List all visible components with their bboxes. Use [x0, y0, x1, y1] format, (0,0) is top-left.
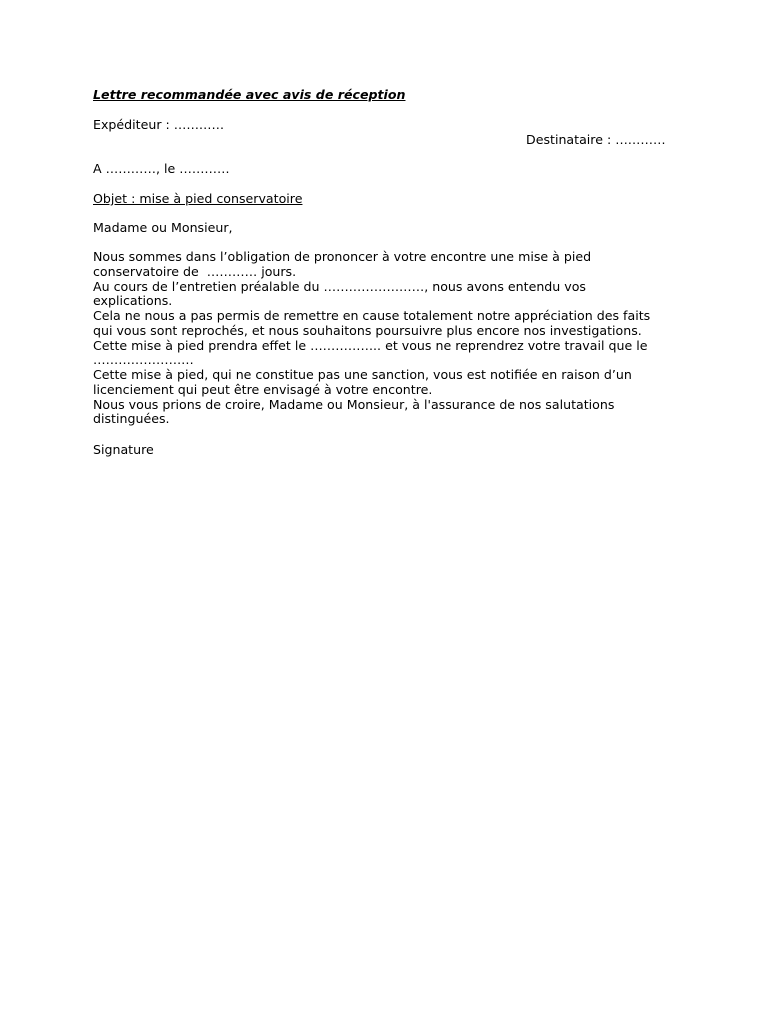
sender-line: Expéditeur : ………… — [93, 117, 225, 132]
place-date-line: A …………, le ………… — [93, 161, 230, 176]
body-line: Nous sommes dans l’obligation de prononcer à votre encontre une mise à pied — [93, 249, 592, 264]
subject-line: Objet : mise à pied conservatoire — [93, 191, 303, 206]
body-line: Nous vous prions de croire, Madame ou Monsieur, à l'assurance de nos salutations — [93, 396, 615, 412]
body-line: …………………… — [93, 352, 194, 368]
recipient-line: Destinataire : ………… — [526, 132, 666, 147]
body-line: qui vous sont reprochés, et nous souhaitons poursuivre plus encore nos investigations. — [93, 322, 642, 338]
body-line: distinguées. — [93, 411, 170, 427]
body-line: licenciement qui peut être envisagé à votre encontre. — [93, 381, 433, 397]
body-line: Cette mise à pied prendra effet le …………….. et vous ne reprendrez votre travail que le — [93, 337, 648, 353]
body-line: Au cours de l’entretien préalable du ……………………, nous avons entendu vos — [93, 278, 586, 294]
letter-title: Lettre recommandée avec avis de réception — [93, 87, 406, 102]
salutation: Madame ou Monsieur, — [93, 220, 233, 235]
letter-body — [93, 250, 683, 427]
body-line: conservatoire de ………… jours. — [93, 263, 297, 279]
body-line: explications. — [93, 293, 173, 309]
body-line: Cela ne nous a pas permis de remettre en cause totalement notre appréciation des faits — [93, 308, 651, 323]
body-line: Cette mise à pied, qui ne constitue pas une sanction, vous est notifiée en raison d’un — [93, 367, 632, 382]
signature: Signature — [93, 442, 154, 457]
